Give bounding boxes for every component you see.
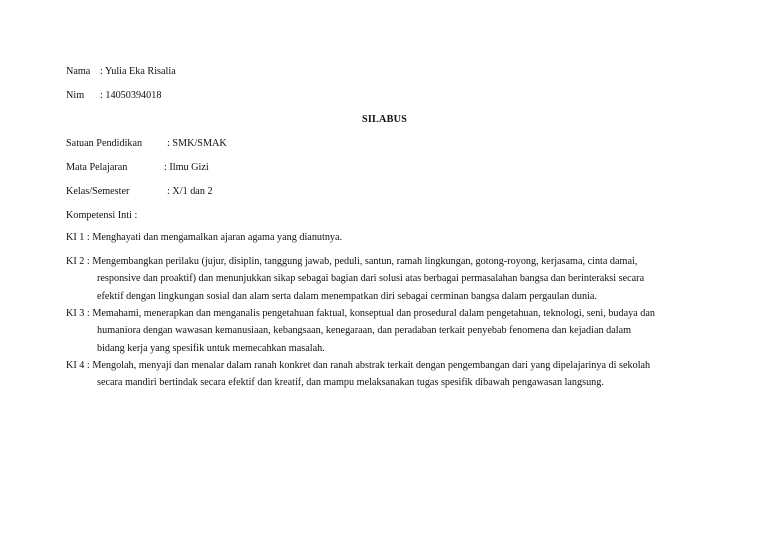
ki-4-block: [66, 357, 746, 392]
nim-label: Nim: [66, 90, 85, 101]
nama-value: : Yulia Eka Risalia: [100, 66, 176, 77]
ki-2-block: [66, 253, 746, 305]
ki-3-block: [66, 305, 746, 357]
ki-3-line-3: bidang kerja yang spesifik untuk memecahkan masalah.: [97, 342, 325, 354]
ki-3-line-2: humaniora dengan wawasan kemanusiaan, kebangsaan, kenegaraan, dan peradaban terkait penyebab fenomena dan kejadian dalam: [97, 325, 632, 337]
kelas-semester-row: [66, 185, 213, 198]
ki-3-line-1: KI 3 : Memahami, menerapkan dan menganalis pengetahuan faktual, konseptual dan prosedural dalam pengetahuan, teknologi, seni, budaya dan: [66, 308, 655, 319]
nama-label: Nama: [66, 66, 91, 77]
ki-4-line-1: KI 4 : Mengolah, menyaji dan menalar dalam ranah konkret dan ranah abstrak terkait dengan pengembangan dari yang dipelajarinya di sekolah: [66, 360, 651, 371]
ki-1-block: [66, 229, 746, 246]
mata-pelajaran-value: : Ilmu Gizi: [164, 162, 209, 173]
ki-2-line-3: efektif dengan lingkungan sosial dan alam serta dalam menempatkan diri sebagai cerminan bangsa dalam pergaulan dunia.: [97, 290, 597, 302]
nim-value: : 14050394018: [100, 90, 162, 101]
nim-row: [66, 89, 161, 102]
satuan-pendidikan-value: : SMK/SMAK: [167, 138, 227, 149]
kompetensi-inti-heading: Kompetensi Inti :: [66, 210, 138, 221]
ki-2-line-2: responsive dan proaktif) dan menunjukkan sikap sebagai bagian dari solusi atas berbagai permasalahan bangsa dan berinteraksi secara: [97, 273, 645, 285]
document-title: SILABUS: [362, 114, 408, 125]
mata-pelajaran-row: [66, 161, 209, 174]
mata-pelajaran-label: Mata Pelajaran: [66, 162, 128, 173]
satuan-pendidikan-label: Satuan Pendidikan: [66, 138, 143, 149]
ki-4-line-2: secara mandiri bertindak secara efektif dan kreatif, dan mampu melaksanakan tugas spesifik dibawah pengawasan langsung.: [97, 377, 604, 389]
ki-1-line-1: KI 1 : Menghayati dan mengamalkan ajaran agama yang dianutnya.: [66, 232, 343, 243]
nama-row: [66, 65, 176, 78]
kelas-semester-label: Kelas/Semester: [66, 186, 130, 197]
ki-2-line-1: KI 2 : Mengembangkan perilaku (jujur, disiplin, tanggung jawab, peduli, santun, ramah lingkungan, gotong-royong, kerjasama, cinta damai,: [66, 256, 638, 267]
kelas-semester-value: : X/1 dan 2: [167, 186, 213, 197]
satuan-pendidikan-row: [66, 137, 227, 150]
